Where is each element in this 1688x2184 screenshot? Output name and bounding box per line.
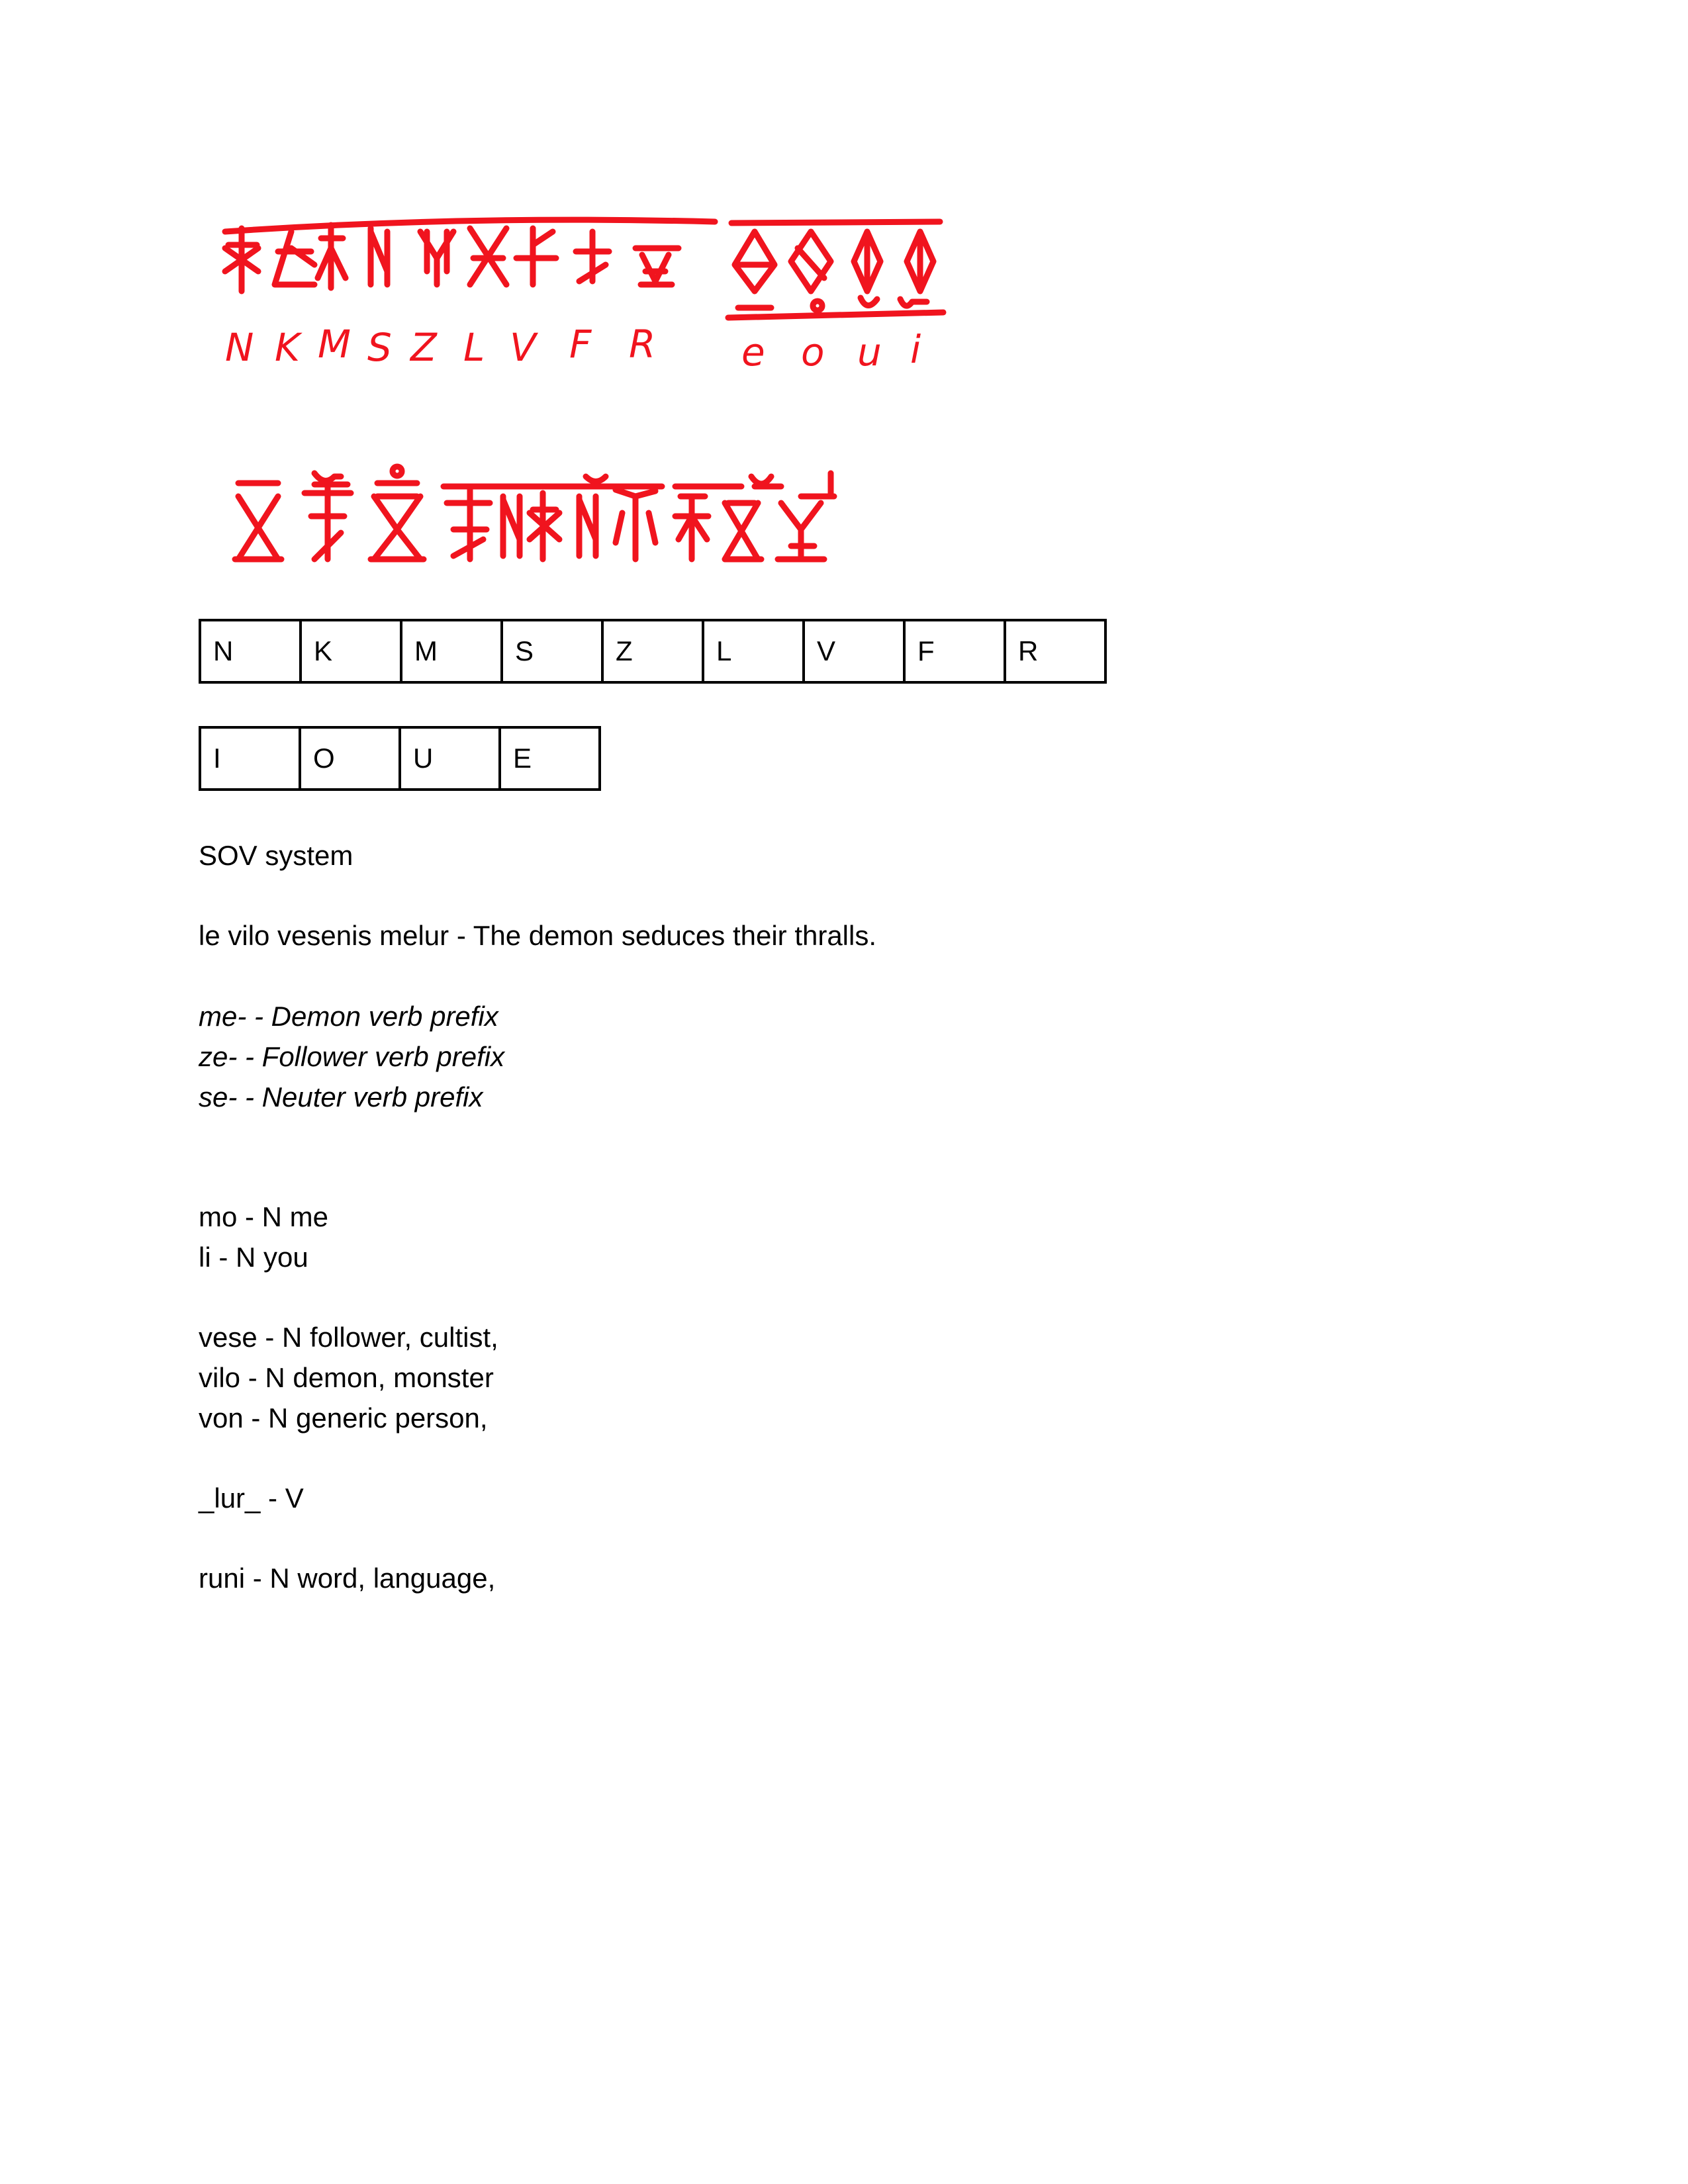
table-cell: O	[300, 727, 400, 790]
diacritic-o	[813, 301, 822, 310]
latin-letter: Z	[410, 325, 437, 370]
vocab-li: li - N you	[199, 1242, 308, 1273]
script-sample-sentence	[235, 467, 834, 559]
vocab-runi: runi - N word, language,	[199, 1563, 496, 1594]
table-cell: M	[401, 620, 502, 682]
latin-letter: N	[225, 325, 254, 370]
glyph-s	[371, 228, 387, 285]
vowel-row-top-line	[731, 222, 940, 223]
table-cell: N	[200, 620, 301, 682]
glyph-m	[318, 225, 346, 288]
latin-letter: R	[629, 322, 656, 367]
diacritic-underline	[728, 312, 943, 318]
vocab-vilo: vilo - N demon, monster	[199, 1362, 494, 1393]
glyph-z	[420, 232, 453, 285]
latin-letter: S	[367, 325, 392, 370]
consonant-table	[199, 619, 1107, 684]
glyph-o	[791, 232, 831, 291]
glyph-i	[907, 232, 933, 291]
latin-letter: e	[741, 330, 765, 375]
word-order-line: SOV system	[199, 840, 353, 871]
diacritic-i	[900, 299, 927, 306]
latin-letter: i	[910, 327, 921, 372]
vocab-vese: vese - N follower, cultist,	[199, 1322, 498, 1353]
prefix-follower: ze- - Follower verb prefix	[199, 1041, 505, 1072]
table-cell: U	[400, 727, 500, 790]
example-sentence: le vilo vesenis melur - The demon seduces their thralls.	[199, 920, 877, 951]
latin-letter: u	[857, 330, 882, 375]
table-cell: F	[904, 620, 1005, 682]
table-cell: L	[703, 620, 804, 682]
prefix-demon: me- - Demon verb prefix	[199, 1001, 498, 1032]
prefix-neuter: se- - Neuter verb prefix	[199, 1081, 483, 1113]
vocab-lur: _lur_ - V	[199, 1482, 304, 1514]
glyph-l	[470, 228, 506, 285]
latin-letter: K	[275, 325, 301, 370]
vocab-mo: mo - N me	[199, 1201, 329, 1232]
glyph-k	[275, 232, 314, 285]
glyph-r	[635, 248, 679, 285]
table-cell: Z	[602, 620, 703, 682]
vowel-table	[199, 726, 601, 791]
table-cell: S	[502, 620, 602, 682]
table-cell: I	[200, 727, 300, 790]
latin-letter-row	[225, 322, 921, 375]
glyph-n	[225, 228, 258, 291]
table-cell: V	[804, 620, 904, 682]
glyph-e	[735, 232, 774, 291]
table-cell: E	[500, 727, 600, 790]
latin-letter: M	[318, 322, 352, 367]
glyph-u	[854, 232, 880, 291]
vocab-von: von - N generic person,	[199, 1402, 488, 1433]
table-cell: K	[301, 620, 401, 682]
script-alphabet-svg	[199, 185, 960, 582]
script-alphabet-drawing	[199, 185, 960, 582]
latin-letter: o	[801, 330, 825, 375]
consonant-glyph-row	[225, 225, 679, 291]
vowel-glyph-row	[735, 232, 933, 291]
consonant-table-row	[200, 620, 1105, 682]
latin-letter: V	[510, 325, 536, 370]
latin-letter: L	[463, 325, 485, 370]
diacritic-u	[861, 298, 877, 306]
vowel-table-row	[200, 727, 600, 790]
glyph-f	[576, 232, 609, 281]
table-cell: R	[1005, 620, 1105, 682]
latin-letter: F	[569, 322, 592, 367]
glyph-v	[516, 228, 556, 285]
